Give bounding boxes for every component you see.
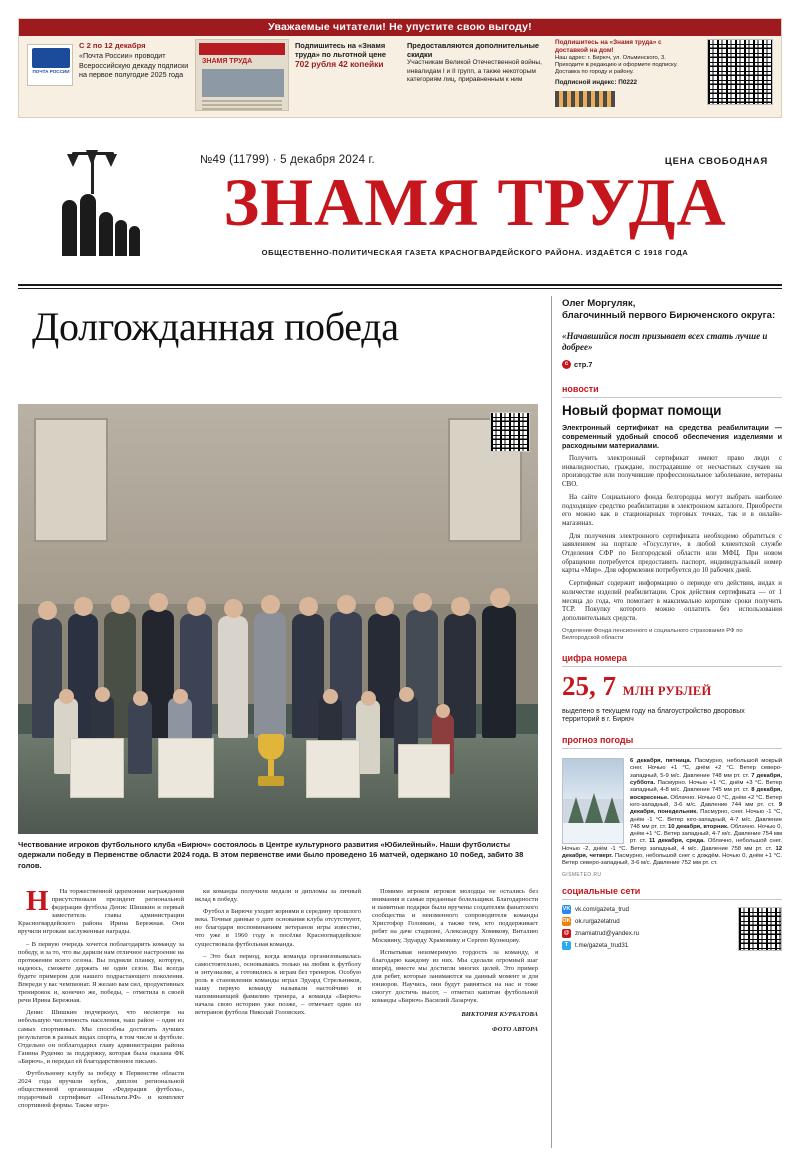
ok-icon: OK xyxy=(562,917,571,924)
social-qr-code[interactable] xyxy=(738,907,782,951)
news-para-4: Сертификат содержит информацию о периоде его действия, видах и количестве изделий реабилитации. Срок действия сертификата — от 1 месяца до года, что помогает в максимально короткие сроки получить ТСР. Покупку которого можно оплатить без использования дополнительных средств. xyxy=(562,580,782,622)
figure-unit: МЛН РУБЛЕЙ xyxy=(622,683,712,698)
ad-subscription-text: Наш адрес: г. Бирюч, ул. Ольминского, 3. Приходите в редакцию и оформите подписку. Доставка по городу и району. xyxy=(555,55,678,76)
post-russia-logo-label: ПОЧТА РОССИИ xyxy=(32,69,70,74)
ad-discount-text: Участникам Великой Отечественной войны, инвалидам I и II групп, а также некоторым категориям лиц, приравненным к ним xyxy=(407,59,543,84)
section-divider-figure xyxy=(562,666,782,667)
section-heading-weather: прогноз погоды xyxy=(562,735,634,746)
masthead-divider xyxy=(18,284,782,286)
ad-discount-headline: Предоставляются дополнительные скидки xyxy=(407,41,540,60)
news-para-3: Для получения электронного сертификата необходимо обратиться с заявлением на портале «Госуслуги», в любой клиентской службе Отделения СФР по Белгородской области или МФЦ. При новом обращении потребуется предоставить паспорт, индивидуальный номер карты «Мир». Для оформления потребуется до 10 рабочих дней. xyxy=(562,532,782,575)
lead-headline: Долгожданная победа xyxy=(32,304,399,349)
weather-forecast xyxy=(562,758,782,877)
page-reference[interactable] xyxy=(562,360,592,370)
ad-column-discount xyxy=(407,41,545,85)
section-heading-social: социальные сети xyxy=(562,885,641,896)
social-link-label: vk.com/gazeta_trud xyxy=(575,905,629,913)
lead-para-4: Футбольному клубу за победу в Первенстве области 2024 года вручили кубок, диплом региональной общественной организации «Федерация футбола», подарочный сертификат «Пенальти.РФ» и комплект спортивной формы. Также игро- xyxy=(18,1069,184,1110)
section-divider xyxy=(562,397,782,398)
ad-subscription-block xyxy=(555,39,773,113)
post-russia-logo xyxy=(27,44,73,86)
lead-para-5: ки команды получили медали и дипломы за личный вклад в победу. xyxy=(195,888,361,904)
lead-para-6: Футбол в Бирюче уходит корнями в середину прошлого века. Точные данные о дате основания клуба отсутствуют, но благодаря воспоминаниям ветеранов игры известно, что уже в 1960 году в посёлке Красногвардейское существовала футбольная команда. xyxy=(195,908,361,948)
masthead-subtitle: ОБЩЕСТВЕННО-ПОЛИТИЧЕСКАЯ ГАЗЕТА КРАСНОГВАРДЕЙСКОГО РАЙОНА. ИЗДАЁТСЯ С 1918 ГОДА xyxy=(261,248,689,257)
ad-subscription-head: Подпишитесь на «Знамя труда» с доставкой на дом! xyxy=(555,39,662,54)
lead-photo xyxy=(18,404,538,834)
photo-caption: Чествование игроков футбольного клуба «Бирюч» состоялось в Центре культурного развития «Юбилейный». Наши футболисты одержали победу в Первенстве области 2024 года. В этом первенстве ими было проведено 16 матчей, одержано 10 побед, забито 38 голов. xyxy=(18,840,524,870)
section-divider-weather xyxy=(562,748,782,749)
section-heading-news: новости xyxy=(562,383,599,394)
masthead-divider-thin xyxy=(18,288,782,289)
social-link-label: ok.ru/gazetatrud xyxy=(575,917,620,925)
social-link-label: znamiatrud@yandex.ru xyxy=(575,929,640,937)
lead-body-column-1 xyxy=(18,885,184,1114)
st-george-ribbon-icon xyxy=(555,91,615,107)
photo-credit: ФОТО АВТОРА xyxy=(492,1025,538,1033)
mail-icon: @ xyxy=(563,929,570,936)
page-reference-label: стр.7 xyxy=(574,359,593,369)
weather-day-6-text: Облачно, небольшой снег. Ночью -2, днём -1 °С. Ветер западный, 4 м/с. Давление 758 мм рт. ст. xyxy=(562,838,783,852)
figure-number: 25, 7 xyxy=(562,670,616,701)
price-label: ЦЕНА СВОБОДНАЯ xyxy=(664,156,768,167)
page-reference-icon: с xyxy=(562,360,571,369)
winter-landscape-photo xyxy=(562,758,624,844)
lead-para-7: – Это был период, когда команда организовывалась самостоятельно, основываясь только на любви к футболу и энтузиазме, а готовились к играм без тренеров. Особую роль в становлении команды играл Эдуард Стрельников, нашу первую команду называли настойчиво и напоминающей фамилию тренера, а команда «Бирюч» начала свою историю уже позже, – отмечает один из ветеранов футбола Николай Головских. xyxy=(195,952,361,1017)
ad-decade-text: «Почта России» проводит Всероссийскую декаду подписки на первое полугодие 2025 года xyxy=(79,51,189,79)
ad-qr-code[interactable] xyxy=(707,39,773,105)
weather-day-7-date: 12 декабря, четверг. xyxy=(562,845,783,860)
pull-quote: «Начавшийся пост призывает всех стать лучше и добрее» xyxy=(562,331,768,353)
ad-price-headline: Подпишитесь на «Знамя труда» по льготной цене xyxy=(295,41,386,60)
page-title: ЗНАМЯ ТРУДА xyxy=(223,164,727,240)
news-para-1: Получить электронный сертификат имеют право люди с инвалидностью, граждане, пострадавшие от несчастных случаев на производстве или получившие профессиональное заболевание, ветераны СВО. xyxy=(562,455,782,488)
weather-day-6-date: 11 декабря, среда. xyxy=(648,838,705,845)
street-lamp-icon xyxy=(66,136,120,194)
weather-day-5-date: 10 декабря, вторник. xyxy=(668,823,729,830)
ad-decade-dates: С 2 по 12 декабря xyxy=(79,41,146,50)
weather-day-2-text: Пасмурно. Ночью +1 °С, днём +3 °С. Ветер западный, 4-8 м/с. Давление 745 мм рт. ст. xyxy=(630,780,782,794)
figure-value xyxy=(562,672,782,705)
section-heading-figure: цифра номера xyxy=(562,652,627,663)
lead-story xyxy=(18,298,538,349)
top-advertisement-banner xyxy=(18,18,782,118)
news-body xyxy=(562,455,782,623)
weather-day-4-text: Пасмурно, снег. Ночью -1 °С, днём -1 °С. Ветер юго-западный, 4-7 м/с. Давление 748 мм рт. ст. xyxy=(630,809,783,830)
lead-para-8: Помимо игроков игроков молодцы не остались без внимания и самые преданные болельщики. Благодарности и памятные подарки были вручены создателям фанатского сообщества и неизменного сопроводителя команды Христофор Головкин, а также тем, кто поддерживает ребят на даче стадионе, Александру Хомякову, Виталию Москвину, Эдуарду Храмовику и Сергею Кузнецову. xyxy=(372,888,538,944)
social-link-label: t.me/gazeta_trud31 xyxy=(575,941,629,949)
weather-source: GISMETEO.RU xyxy=(562,871,602,878)
vk-icon: VK xyxy=(562,905,571,912)
lead-body-column-3 xyxy=(372,888,538,1034)
weather-day-4-date: 9 декабря, понедельник. xyxy=(630,801,782,816)
news-source: Отделение Фонда пенсионного и социального страхования РФ по Белгородской области xyxy=(562,627,743,642)
weather-day-3-date: 8 декабря, воскресенье. xyxy=(630,787,782,801)
trophy-cup-icon xyxy=(254,734,288,792)
weather-day-1-date: 6 декабря, пятница. xyxy=(630,758,692,765)
quote-author-name: Олег Моргуляк, xyxy=(562,298,636,309)
weather-day-1-text: Пасмурно, небольшой мокрый снег. Ночью +1 °С, днём +2 °С. Ветер северо-западный, 5-9 м/с. Давление 748 мм рт. ст. xyxy=(630,758,783,779)
weather-day-3-text: Облачно. Ночью 0 °С, днём +2 °С. Ветер юго-западный, 3-6 м/с. Давление 744 мм рт. ст. xyxy=(630,794,782,808)
weather-day-2-date: 7 декабря, суббота. xyxy=(630,772,782,787)
news-title: Новый формат помощи xyxy=(562,402,722,418)
author-byline: ВИКТОРИЯ КУРБАТОВА xyxy=(461,1011,538,1019)
quote-author-role: благочинный первого Бирюченского округа: xyxy=(562,310,776,321)
issue-line: №49 (11799) · 5 декабря 2024 г. xyxy=(200,154,375,166)
family-silhouette-icon xyxy=(60,190,148,256)
lead-body-column-2 xyxy=(195,888,361,1021)
weather-day-7-text: Пасмурно, небольшой снег с дождём. Ночью 0, днём +1 °С. Ветер северо-западный, 3-6 м/с. Давление 752 мм рт. ст. xyxy=(562,853,783,867)
telegram-icon: T xyxy=(562,941,571,950)
ad-subscription-index: Подписной индекс: П0222 xyxy=(555,78,638,86)
news-intro: Электронный сертификат на средства реабилитации — современный удобный способ обеспечения изделиями и расходными материалами. xyxy=(562,422,782,450)
column-divider xyxy=(551,296,552,1148)
weather-day-5-text: Облачно. Ночью 0, днём +1 °С. Ветер западный, 4-7 м/с. Давление 754 мм рт. ст. xyxy=(630,823,782,845)
ad-price-value: 702 рубля 42 копейки xyxy=(295,59,384,70)
lead-para-9: Испытывая неизмеримую гордость за команду, я благодарю каждому из них. Мы сделали огромный шаг вперёд, вместе мы достигли многих целей. Это пример для ребят, которые занимаются на данный момент и для юниоров. Научись, они будут равняться на нас и тоже смогут достичь высот, – отметил капитан футбольной команды «Бирюч» Василий Лазарчук. xyxy=(372,948,538,1005)
ad-column-price xyxy=(295,41,395,69)
lead-para-1: На торжественной церемонии награждения присутствовали президент региональной федерации футбола Денис Шишкин и первый заместитель главы администрации Красногвардейского района Ирина Бережная. Они вручили игрокам заслуженные награды. xyxy=(18,888,184,936)
ad-newspaper-thumbnail: ЗНАМЯ ТРУДА xyxy=(195,39,289,111)
section-divider-social xyxy=(562,899,782,900)
lead-para-3: Денис Шишкин подчеркнул, что несмотря на небольшую численность населения, наш район – один из самых спортивных. Мы способны достигать лучших результатов в разных видах спорта, в том числе и футболе. Отдельно он поблагодарил главу администрации района Ганина Руденко за поддержку, которая была оказана ФК «Бирюч», и передал ей благодарственное письмо. xyxy=(18,1009,184,1065)
lead-para-2: – В первую очередь хочется поблагодарить команду за победу, и за то, что вы дарили нам отличное настроение на протяжении всего сезона. Вы подняли планку, которую, надеюсь, сможете держать не один сезон. Вы всегда будете примером для нашего подрастающего поколения. Впереди у вас чемпионат. Я желаю вам сил, продуктивных тренировок и, конечно же, победы, – отметила в своей речи Ирина Бережная. xyxy=(18,940,184,1005)
ad-strip-headline: Уважаемые читатели! Не упустите свою выгоду! xyxy=(19,19,781,36)
masthead xyxy=(18,128,782,278)
ad-column-decade xyxy=(79,41,191,79)
figure-description: выделено в текущем году на благоустройство дворовых территорий в г. Бирюч xyxy=(562,707,745,724)
photo-qr-code[interactable] xyxy=(490,412,530,452)
lead-body xyxy=(18,885,538,1146)
drop-cap: Н xyxy=(26,885,49,917)
sidebar xyxy=(562,298,782,951)
news-para-2: На сайте Социального фонда белгородцы могут выбрать наиболее подходящее средство реабилитации в электронном каталоге. Приобрести его можно как в стационарных торговых точках, так и в онлайн-магазинах. xyxy=(562,493,782,527)
